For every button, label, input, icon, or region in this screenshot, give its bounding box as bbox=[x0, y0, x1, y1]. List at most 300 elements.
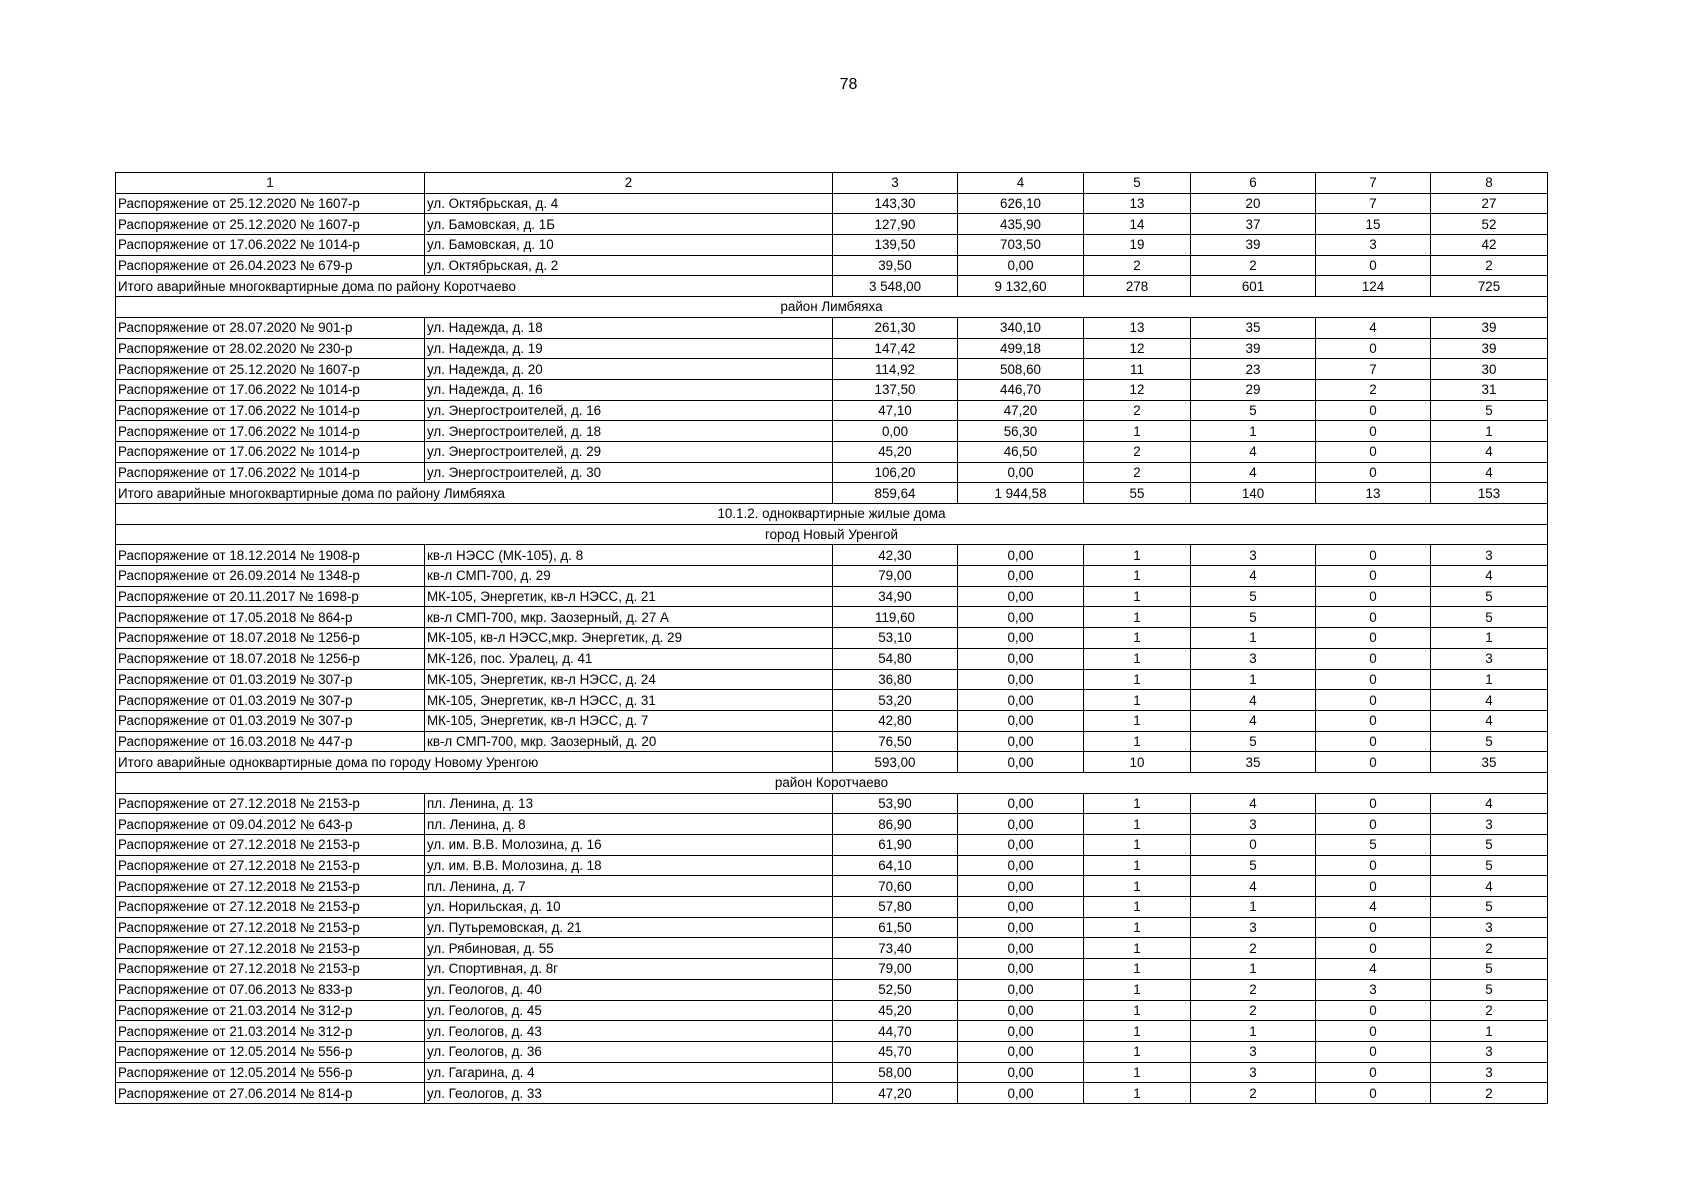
table-row bbox=[116, 1041, 1548, 1062]
section-heading-row bbox=[116, 504, 1548, 525]
table-row bbox=[116, 690, 1548, 711]
value-cell: 86,90 bbox=[833, 814, 958, 835]
value-cell: 261,30 bbox=[833, 317, 958, 338]
address-cell: ул. Геологов, д. 43 bbox=[425, 1021, 833, 1042]
value-cell: 13 bbox=[1084, 193, 1191, 214]
value-cell: 0 bbox=[1316, 462, 1431, 483]
address-cell: МК-105, кв-л НЭСС,мкр. Энергетик, д. 29 bbox=[425, 628, 833, 649]
total-value-cell: 859,64 bbox=[833, 483, 958, 504]
table-row bbox=[116, 441, 1548, 462]
value-cell: 45,20 bbox=[833, 1000, 958, 1021]
value-cell: 1 bbox=[1084, 421, 1191, 442]
value-cell: 508,60 bbox=[958, 359, 1084, 380]
value-cell: 0,00 bbox=[958, 835, 1084, 856]
value-cell: 0 bbox=[1316, 1041, 1431, 1062]
value-cell: 1 bbox=[1084, 669, 1191, 690]
value-cell: 5 bbox=[1191, 607, 1316, 628]
value-cell: 0 bbox=[1316, 731, 1431, 752]
value-cell: 4 bbox=[1316, 317, 1431, 338]
total-row bbox=[116, 483, 1548, 504]
value-cell: 29 bbox=[1191, 379, 1316, 400]
table-row bbox=[116, 1021, 1548, 1042]
value-cell: 0,00 bbox=[958, 979, 1084, 1000]
value-cell: 1 bbox=[1191, 628, 1316, 649]
value-cell: 0,00 bbox=[958, 1062, 1084, 1083]
value-cell: 0 bbox=[1316, 545, 1431, 566]
address-cell: ул. Геологов, д. 33 bbox=[425, 1083, 833, 1104]
total-value-cell: 13 bbox=[1316, 483, 1431, 504]
value-cell: 53,20 bbox=[833, 690, 958, 711]
value-cell: 39 bbox=[1431, 338, 1548, 359]
value-cell: 4 bbox=[1191, 566, 1316, 587]
value-cell: 0,00 bbox=[958, 959, 1084, 980]
order-cell: Распоряжение от 09.04.2012 № 643-р bbox=[116, 814, 425, 835]
address-cell: ул. Спортивная, д. 8г bbox=[425, 959, 833, 980]
value-cell: 0 bbox=[1316, 648, 1431, 669]
value-cell: 31 bbox=[1431, 379, 1548, 400]
total-row bbox=[116, 752, 1548, 773]
value-cell: 1 bbox=[1084, 628, 1191, 649]
column-number-cell: 5 bbox=[1084, 173, 1191, 194]
table-row bbox=[116, 959, 1548, 980]
order-cell: Распоряжение от 17.06.2022 № 1014-р bbox=[116, 379, 425, 400]
value-cell: 0 bbox=[1316, 441, 1431, 462]
value-cell: 143,30 bbox=[833, 193, 958, 214]
address-cell: МК-105, Энергетик, кв-л НЭСС, д. 21 bbox=[425, 586, 833, 607]
address-cell: ул. Бамовская, д. 10 bbox=[425, 235, 833, 256]
table-row bbox=[116, 193, 1548, 214]
value-cell: 0,00 bbox=[958, 731, 1084, 752]
value-cell: 4 bbox=[1191, 793, 1316, 814]
value-cell: 1 bbox=[1084, 959, 1191, 980]
value-cell: 139,50 bbox=[833, 235, 958, 256]
value-cell: 0 bbox=[1316, 793, 1431, 814]
value-cell: 4 bbox=[1431, 566, 1548, 587]
address-cell: ул. Энергостроителей, д. 16 bbox=[425, 400, 833, 421]
value-cell: 0,00 bbox=[958, 1021, 1084, 1042]
order-cell: Распоряжение от 17.06.2022 № 1014-р bbox=[116, 235, 425, 256]
value-cell: 0 bbox=[1316, 1021, 1431, 1042]
table-row bbox=[116, 1000, 1548, 1021]
value-cell: 3 bbox=[1191, 1062, 1316, 1083]
value-cell: 61,50 bbox=[833, 917, 958, 938]
value-cell: 4 bbox=[1316, 897, 1431, 918]
value-cell: 0 bbox=[1316, 710, 1431, 731]
value-cell: 435,90 bbox=[958, 214, 1084, 235]
value-cell: 30 bbox=[1431, 359, 1548, 380]
table-row bbox=[116, 710, 1548, 731]
value-cell: 2 bbox=[1191, 938, 1316, 959]
value-cell: 0,00 bbox=[958, 255, 1084, 276]
address-cell: кв-л СМП-700, мкр. Заозерный, д. 27 А bbox=[425, 607, 833, 628]
address-cell: ул. Энергостроителей, д. 30 bbox=[425, 462, 833, 483]
column-number-cell: 1 bbox=[116, 173, 425, 194]
order-cell: Распоряжение от 18.07.2018 № 1256-р bbox=[116, 648, 425, 669]
value-cell: 42,80 bbox=[833, 710, 958, 731]
value-cell: 0,00 bbox=[958, 876, 1084, 897]
address-cell: кв-л СМП-700, мкр. Заозерный, д. 20 bbox=[425, 731, 833, 752]
section-heading-row bbox=[116, 772, 1548, 793]
total-value-cell: 3 548,00 bbox=[833, 276, 958, 297]
address-cell: ул. Октябрьская, д. 4 bbox=[425, 193, 833, 214]
value-cell: 1 bbox=[1084, 566, 1191, 587]
value-cell: 0 bbox=[1316, 1000, 1431, 1021]
value-cell: 35 bbox=[1191, 317, 1316, 338]
section-heading-row bbox=[116, 524, 1548, 545]
order-cell: Распоряжение от 27.12.2018 № 2153-р bbox=[116, 855, 425, 876]
value-cell: 0 bbox=[1316, 669, 1431, 690]
value-cell: 45,70 bbox=[833, 1041, 958, 1062]
value-cell: 4 bbox=[1191, 876, 1316, 897]
value-cell: 47,10 bbox=[833, 400, 958, 421]
value-cell: 1 bbox=[1084, 710, 1191, 731]
table-row bbox=[116, 814, 1548, 835]
value-cell: 2 bbox=[1431, 1083, 1548, 1104]
total-value-cell: 140 bbox=[1191, 483, 1316, 504]
total-value-cell: 725 bbox=[1431, 276, 1548, 297]
table-row bbox=[116, 1083, 1548, 1104]
value-cell: 61,90 bbox=[833, 835, 958, 856]
value-cell: 4 bbox=[1191, 710, 1316, 731]
value-cell: 5 bbox=[1431, 586, 1548, 607]
table-row bbox=[116, 648, 1548, 669]
table-row bbox=[116, 917, 1548, 938]
value-cell: 4 bbox=[1431, 876, 1548, 897]
table-row bbox=[116, 855, 1548, 876]
value-cell: 3 bbox=[1431, 917, 1548, 938]
value-cell: 19 bbox=[1084, 235, 1191, 256]
order-cell: Распоряжение от 26.09.2014 № 1348-р bbox=[116, 566, 425, 587]
order-cell: Распоряжение от 18.12.2014 № 1908-р bbox=[116, 545, 425, 566]
address-cell: ул. Надежда, д. 20 bbox=[425, 359, 833, 380]
value-cell: 127,90 bbox=[833, 214, 958, 235]
value-cell: 47,20 bbox=[958, 400, 1084, 421]
table-row bbox=[116, 793, 1548, 814]
address-cell: ул. им. В.В. Молозина, д. 16 bbox=[425, 835, 833, 856]
value-cell: 1 bbox=[1084, 855, 1191, 876]
table-row bbox=[116, 359, 1548, 380]
value-cell: 0,00 bbox=[958, 628, 1084, 649]
table-row bbox=[116, 586, 1548, 607]
order-cell: Распоряжение от 17.05.2018 № 864-р bbox=[116, 607, 425, 628]
value-cell: 58,00 bbox=[833, 1062, 958, 1083]
value-cell: 3 bbox=[1431, 814, 1548, 835]
value-cell: 137,50 bbox=[833, 379, 958, 400]
table-row bbox=[116, 235, 1548, 256]
value-cell: 3 bbox=[1191, 648, 1316, 669]
value-cell: 0,00 bbox=[958, 897, 1084, 918]
value-cell: 0 bbox=[1316, 855, 1431, 876]
value-cell: 0 bbox=[1316, 338, 1431, 359]
order-cell: Распоряжение от 27.12.2018 № 2153-р bbox=[116, 959, 425, 980]
value-cell: 34,90 bbox=[833, 586, 958, 607]
value-cell: 0 bbox=[1316, 255, 1431, 276]
order-cell: Распоряжение от 25.12.2020 № 1607-р bbox=[116, 214, 425, 235]
value-cell: 0,00 bbox=[958, 586, 1084, 607]
value-cell: 53,10 bbox=[833, 628, 958, 649]
order-cell: Распоряжение от 17.06.2022 № 1014-р bbox=[116, 400, 425, 421]
table-row bbox=[116, 835, 1548, 856]
order-cell: Распоряжение от 18.07.2018 № 1256-р bbox=[116, 628, 425, 649]
address-cell: ул. Геологов, д. 40 bbox=[425, 979, 833, 1000]
address-cell: ул. Геологов, д. 45 bbox=[425, 1000, 833, 1021]
value-cell: 0,00 bbox=[958, 917, 1084, 938]
value-cell: 5 bbox=[1191, 855, 1316, 876]
column-number-cell: 3 bbox=[833, 173, 958, 194]
value-cell: 1 bbox=[1084, 814, 1191, 835]
total-value-cell: 35 bbox=[1431, 752, 1548, 773]
value-cell: 1 bbox=[1431, 669, 1548, 690]
value-cell: 3 bbox=[1191, 917, 1316, 938]
value-cell: 36,80 bbox=[833, 669, 958, 690]
value-cell: 3 bbox=[1191, 814, 1316, 835]
total-value-cell: 0 bbox=[1316, 752, 1431, 773]
total-value-cell: 35 bbox=[1191, 752, 1316, 773]
table-row bbox=[116, 938, 1548, 959]
value-cell: 3 bbox=[1316, 235, 1431, 256]
value-cell: 79,00 bbox=[833, 959, 958, 980]
table-row bbox=[116, 1062, 1548, 1083]
value-cell: 119,60 bbox=[833, 607, 958, 628]
order-cell: Распоряжение от 17.06.2022 № 1014-р bbox=[116, 462, 425, 483]
total-value-cell: 1 944,58 bbox=[958, 483, 1084, 504]
value-cell: 0,00 bbox=[958, 545, 1084, 566]
value-cell: 1 bbox=[1191, 669, 1316, 690]
value-cell: 46,50 bbox=[958, 441, 1084, 462]
address-cell: ул. Надежда, д. 16 bbox=[425, 379, 833, 400]
column-number-row bbox=[116, 173, 1548, 194]
value-cell: 73,40 bbox=[833, 938, 958, 959]
section-heading: район Лимбяяха bbox=[116, 297, 1548, 318]
address-cell: ул. им. В.В. Молозина, д. 18 bbox=[425, 855, 833, 876]
value-cell: 39 bbox=[1191, 338, 1316, 359]
value-cell: 1 bbox=[1084, 545, 1191, 566]
total-value-cell: 55 bbox=[1084, 483, 1191, 504]
address-cell: ул. Надежда, д. 19 bbox=[425, 338, 833, 359]
value-cell: 2 bbox=[1191, 255, 1316, 276]
address-cell: МК-105, Энергетик, кв-л НЭСС, д. 31 bbox=[425, 690, 833, 711]
address-cell: МК-126, пос. Уралец, д. 41 bbox=[425, 648, 833, 669]
order-cell: Распоряжение от 07.06.2013 № 833-р bbox=[116, 979, 425, 1000]
value-cell: 1 bbox=[1431, 421, 1548, 442]
table-row bbox=[116, 338, 1548, 359]
value-cell: 2 bbox=[1191, 1083, 1316, 1104]
value-cell: 2 bbox=[1316, 379, 1431, 400]
section-heading: город Новый Уренгой bbox=[116, 524, 1548, 545]
value-cell: 20 bbox=[1191, 193, 1316, 214]
value-cell: 0 bbox=[1316, 938, 1431, 959]
table-row bbox=[116, 462, 1548, 483]
value-cell: 3 bbox=[1191, 545, 1316, 566]
address-cell: кв-л НЭСС (МК-105), д. 8 bbox=[425, 545, 833, 566]
value-cell: 1 bbox=[1084, 1000, 1191, 1021]
table-row bbox=[116, 731, 1548, 752]
value-cell: 0,00 bbox=[958, 462, 1084, 483]
address-cell: МК-105, Энергетик, кв-л НЭСС, д. 24 bbox=[425, 669, 833, 690]
value-cell: 12 bbox=[1084, 338, 1191, 359]
address-cell: кв-л СМП-700, д. 29 bbox=[425, 566, 833, 587]
table-row bbox=[116, 317, 1548, 338]
value-cell: 4 bbox=[1191, 462, 1316, 483]
value-cell: 106,20 bbox=[833, 462, 958, 483]
value-cell: 23 bbox=[1191, 359, 1316, 380]
value-cell: 12 bbox=[1084, 379, 1191, 400]
value-cell: 39,50 bbox=[833, 255, 958, 276]
value-cell: 147,42 bbox=[833, 338, 958, 359]
order-cell: Распоряжение от 27.12.2018 № 2153-р bbox=[116, 835, 425, 856]
order-cell: Распоряжение от 17.06.2022 № 1014-р bbox=[116, 421, 425, 442]
total-row bbox=[116, 276, 1548, 297]
value-cell: 4 bbox=[1191, 690, 1316, 711]
address-cell: ул. Надежда, д. 18 bbox=[425, 317, 833, 338]
total-value-cell: 153 bbox=[1431, 483, 1548, 504]
value-cell: 5 bbox=[1191, 731, 1316, 752]
value-cell: 52 bbox=[1431, 214, 1548, 235]
value-cell: 42,30 bbox=[833, 545, 958, 566]
table-row bbox=[116, 979, 1548, 1000]
value-cell: 3 bbox=[1431, 1062, 1548, 1083]
order-cell: Распоряжение от 12.05.2014 № 556-р bbox=[116, 1062, 425, 1083]
address-cell: ул. Энергостроителей, д. 18 bbox=[425, 421, 833, 442]
value-cell: 4 bbox=[1431, 462, 1548, 483]
order-cell: Распоряжение от 27.12.2018 № 2153-р bbox=[116, 793, 425, 814]
value-cell: 1 bbox=[1431, 1021, 1548, 1042]
address-cell: пл. Ленина, д. 13 bbox=[425, 793, 833, 814]
value-cell: 0 bbox=[1316, 421, 1431, 442]
value-cell: 5 bbox=[1191, 400, 1316, 421]
value-cell: 0 bbox=[1316, 607, 1431, 628]
value-cell: 5 bbox=[1431, 979, 1548, 1000]
value-cell: 2 bbox=[1084, 255, 1191, 276]
value-cell: 7 bbox=[1316, 193, 1431, 214]
column-number-cell: 4 bbox=[958, 173, 1084, 194]
table-row bbox=[116, 876, 1548, 897]
total-value-cell: 601 bbox=[1191, 276, 1316, 297]
order-cell: Распоряжение от 01.03.2019 № 307-р bbox=[116, 669, 425, 690]
order-cell: Распоряжение от 25.12.2020 № 1607-р bbox=[116, 359, 425, 380]
value-cell: 7 bbox=[1316, 359, 1431, 380]
value-cell: 0,00 bbox=[833, 421, 958, 442]
value-cell: 1 bbox=[1084, 897, 1191, 918]
order-cell: Распоряжение от 28.07.2020 № 901-р bbox=[116, 317, 425, 338]
value-cell: 1 bbox=[1084, 690, 1191, 711]
value-cell: 340,10 bbox=[958, 317, 1084, 338]
value-cell: 1 bbox=[1191, 897, 1316, 918]
table-row bbox=[116, 628, 1548, 649]
order-cell: Распоряжение от 21.03.2014 № 312-р bbox=[116, 1021, 425, 1042]
value-cell: 5 bbox=[1431, 959, 1548, 980]
value-cell: 3 bbox=[1191, 1041, 1316, 1062]
value-cell: 0,00 bbox=[958, 648, 1084, 669]
value-cell: 0,00 bbox=[958, 814, 1084, 835]
table-row bbox=[116, 421, 1548, 442]
value-cell: 1 bbox=[1084, 1062, 1191, 1083]
value-cell: 2 bbox=[1084, 441, 1191, 462]
value-cell: 56,30 bbox=[958, 421, 1084, 442]
value-cell: 2 bbox=[1084, 462, 1191, 483]
value-cell: 14 bbox=[1084, 214, 1191, 235]
value-cell: 0 bbox=[1316, 586, 1431, 607]
column-number-cell: 2 bbox=[425, 173, 833, 194]
value-cell: 1 bbox=[1084, 793, 1191, 814]
value-cell: 0 bbox=[1316, 628, 1431, 649]
value-cell: 3 bbox=[1316, 979, 1431, 1000]
value-cell: 1 bbox=[1084, 607, 1191, 628]
value-cell: 3 bbox=[1431, 545, 1548, 566]
value-cell: 0,00 bbox=[958, 793, 1084, 814]
value-cell: 45,20 bbox=[833, 441, 958, 462]
table-row bbox=[116, 669, 1548, 690]
value-cell: 2 bbox=[1191, 979, 1316, 1000]
address-cell: ул. Гагарина, д. 4 bbox=[425, 1062, 833, 1083]
housing-table bbox=[115, 172, 1548, 1104]
value-cell: 1 bbox=[1191, 421, 1316, 442]
total-label: Итого аварийные одноквартирные дома по городу Новому Уренгою bbox=[116, 752, 833, 773]
value-cell: 2 bbox=[1191, 1000, 1316, 1021]
value-cell: 52,50 bbox=[833, 979, 958, 1000]
value-cell: 44,70 bbox=[833, 1021, 958, 1042]
address-cell: ул. Октябрьская, д. 2 bbox=[425, 255, 833, 276]
total-value-cell: 593,00 bbox=[833, 752, 958, 773]
value-cell: 0 bbox=[1316, 1083, 1431, 1104]
value-cell: 15 bbox=[1316, 214, 1431, 235]
table-row bbox=[116, 214, 1548, 235]
value-cell: 0 bbox=[1316, 876, 1431, 897]
value-cell: 5 bbox=[1431, 897, 1548, 918]
value-cell: 2 bbox=[1431, 938, 1548, 959]
value-cell: 5 bbox=[1431, 855, 1548, 876]
total-value-cell: 124 bbox=[1316, 276, 1431, 297]
order-cell: Распоряжение от 16.03.2018 № 447-р bbox=[116, 731, 425, 752]
value-cell: 1 bbox=[1191, 959, 1316, 980]
order-cell: Распоряжение от 01.03.2019 № 307-р bbox=[116, 710, 425, 731]
value-cell: 5 bbox=[1431, 400, 1548, 421]
order-cell: Распоряжение от 21.03.2014 № 312-р bbox=[116, 1000, 425, 1021]
value-cell: 1 bbox=[1084, 917, 1191, 938]
value-cell: 0,00 bbox=[958, 1041, 1084, 1062]
value-cell: 1 bbox=[1084, 835, 1191, 856]
table-row bbox=[116, 897, 1548, 918]
value-cell: 4 bbox=[1431, 793, 1548, 814]
value-cell: 54,80 bbox=[833, 648, 958, 669]
value-cell: 0,00 bbox=[958, 669, 1084, 690]
address-cell: пл. Ленина, д. 8 bbox=[425, 814, 833, 835]
table-row bbox=[116, 607, 1548, 628]
value-cell: 0 bbox=[1316, 814, 1431, 835]
value-cell: 0,00 bbox=[958, 690, 1084, 711]
value-cell: 4 bbox=[1431, 690, 1548, 711]
value-cell: 0 bbox=[1316, 400, 1431, 421]
address-cell: пл. Ленина, д. 7 bbox=[425, 876, 833, 897]
order-cell: Распоряжение от 27.12.2018 № 2153-р bbox=[116, 917, 425, 938]
value-cell: 53,90 bbox=[833, 793, 958, 814]
value-cell: 0,00 bbox=[958, 710, 1084, 731]
value-cell: 4 bbox=[1431, 710, 1548, 731]
total-value-cell: 278 bbox=[1084, 276, 1191, 297]
value-cell: 0,00 bbox=[958, 607, 1084, 628]
order-cell: Распоряжение от 27.06.2014 № 814-р bbox=[116, 1083, 425, 1104]
order-cell: Распоряжение от 12.05.2014 № 556-р bbox=[116, 1041, 425, 1062]
value-cell: 76,50 bbox=[833, 731, 958, 752]
value-cell: 0,00 bbox=[958, 855, 1084, 876]
value-cell: 626,10 bbox=[958, 193, 1084, 214]
section-heading: район Коротчаево bbox=[116, 772, 1548, 793]
column-number-cell: 8 bbox=[1431, 173, 1548, 194]
value-cell: 1 bbox=[1191, 1021, 1316, 1042]
value-cell: 4 bbox=[1431, 441, 1548, 462]
value-cell: 1 bbox=[1084, 648, 1191, 669]
value-cell: 42 bbox=[1431, 235, 1548, 256]
